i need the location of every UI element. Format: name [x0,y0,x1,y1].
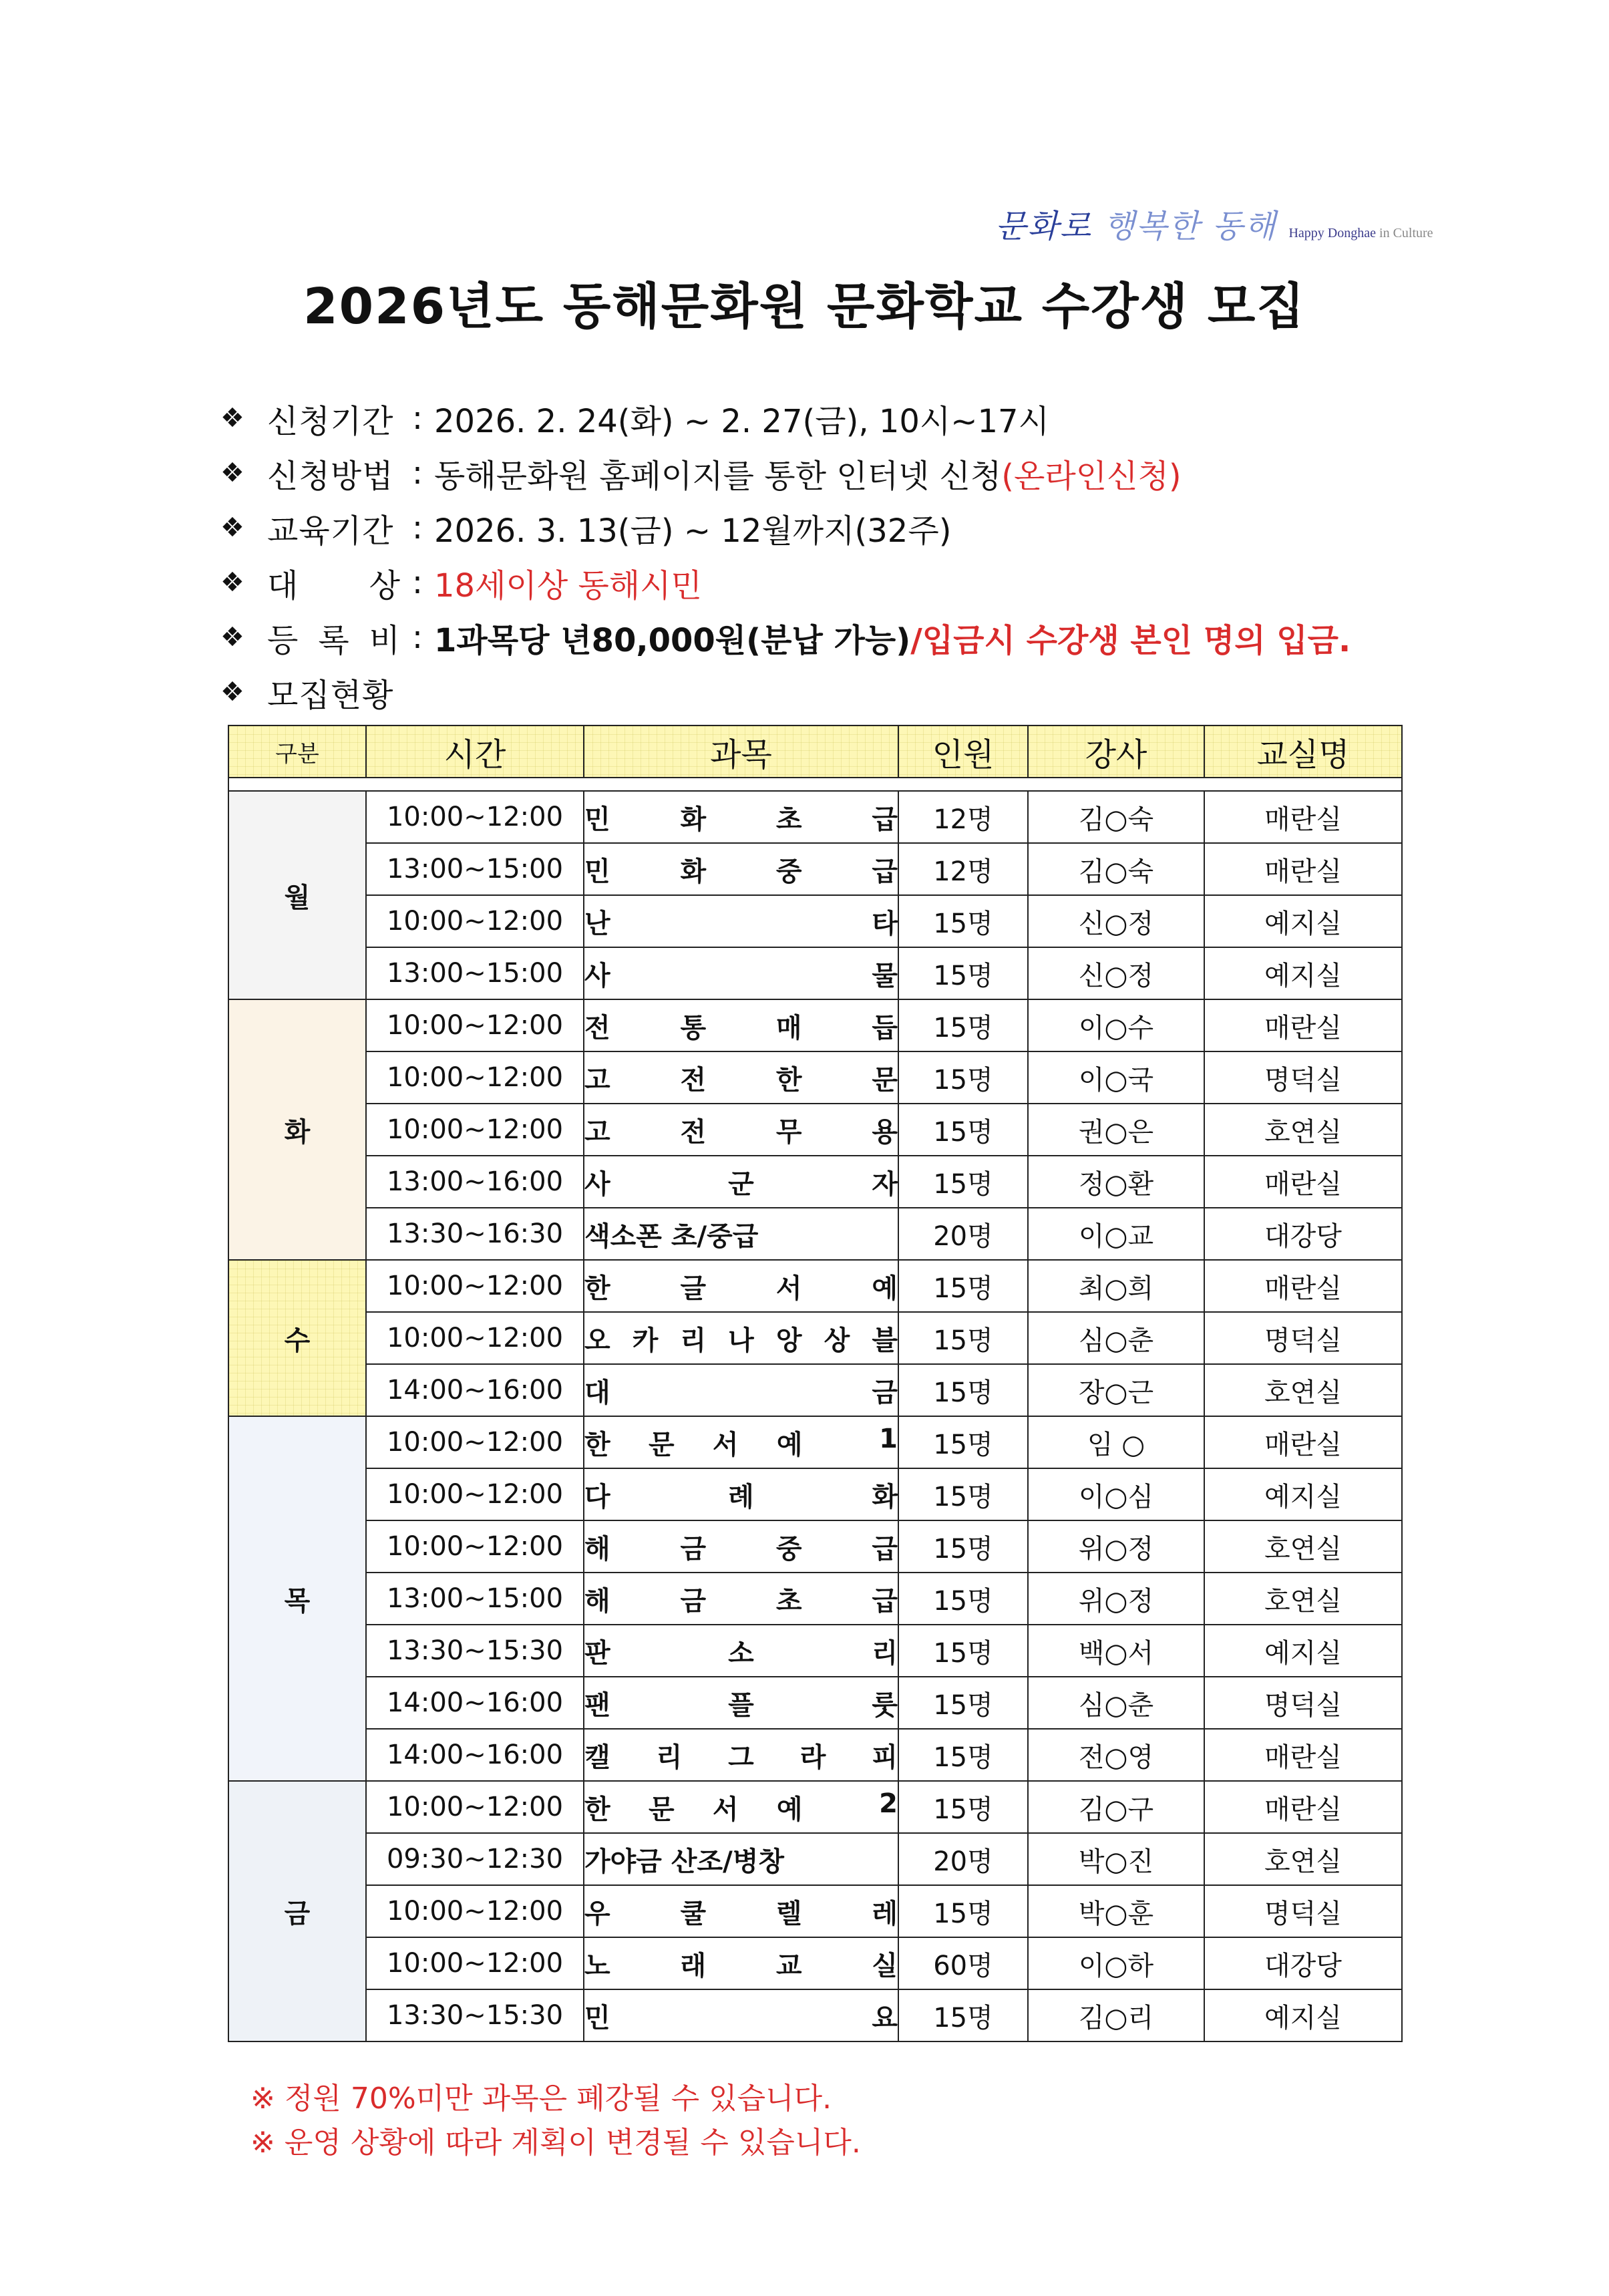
subject-cell: 민 요 [584,1989,898,2041]
table-row [228,999,1402,1051]
header-count: 인원 [898,725,1028,778]
note-item: ※ 운영 상황에 따라 계획이 변경될 수 있습니다. [250,2126,861,2160]
teacher-cell: 이○수 [1028,999,1204,1051]
info-value: 2026. 2. 24(화) ~ 2. 27(금), 10시~17시 [434,402,1049,440]
room-cell: 예지실 [1204,1625,1402,1677]
time-cell: 14:00~16:00 [366,1364,584,1416]
info-method: ❖ 신청방법 : 동해문화원 홈페이지를 통한 인터넷 신청 (온라인신청) [220,446,1489,500]
notes [250,2074,861,2162]
teacher-cell: 이○교 [1028,1208,1204,1260]
count-cell: 15명 [898,1573,1028,1625]
info-period: ❖ 신청기간 : 2026. 2. 24(화) ~ 2. 27(금), 10시~17시 [220,391,1489,446]
subject-cell: 민 화 중 급 [584,843,898,895]
count-cell: 15명 [898,1677,1028,1729]
table-row [228,1051,1402,1104]
time-cell: 10:00~12:00 [366,1312,584,1364]
teacher-cell: 김○구 [1028,1781,1204,1833]
time-cell: 09:30~12:30 [366,1833,584,1885]
teacher-cell: 정○환 [1028,1156,1204,1208]
time-cell: 10:00~12:00 [366,1937,584,1989]
count-cell: 15명 [898,999,1028,1051]
time-cell: 13:00~15:00 [366,1573,584,1625]
logo-english: Happy Donghae in Culture [1288,226,1433,240]
room-cell: 예지실 [1204,895,1402,947]
count-cell: 15명 [898,1468,1028,1520]
table-row [228,1416,1402,1468]
count-cell: 15명 [898,1156,1028,1208]
table-row [228,1364,1402,1416]
subject-cell: 난 타 [584,895,898,947]
count-cell: 15명 [898,1520,1028,1573]
time-cell: 10:00~12:00 [366,1781,584,1833]
table-row [228,947,1402,999]
info-value: 동해문화원 홈페이지를 통한 인터넷 신청 [434,457,1002,495]
table-row [228,1937,1402,1989]
note-item: ※ 정원 70%미만 과목은 폐강될 수 있습니다. [250,2082,832,2116]
count-cell: 15명 [898,1364,1028,1416]
count-cell: 20명 [898,1833,1028,1885]
count-cell: 15명 [898,1051,1028,1104]
teacher-cell: 박○훈 [1028,1885,1204,1937]
time-cell: 10:00~12:00 [366,1468,584,1520]
subject-cell: 해 금 초 급 [584,1573,898,1625]
subject-cell: 대 금 [584,1364,898,1416]
table-row [228,1208,1402,1260]
info-label: 신청방법 [267,457,394,495]
table-row [228,1677,1402,1729]
day-cell: 월 [228,791,366,999]
info-label: 모집현황 [267,676,394,714]
diamond-bullet-icon: ❖ [220,458,244,488]
room-cell: 매란실 [1204,1416,1402,1468]
count-cell: 15명 [898,895,1028,947]
info-label: 등 록 비 [267,621,401,659]
subject-cell: 고 전 무 용 [584,1104,898,1156]
time-cell: 13:00~15:00 [366,947,584,999]
time-cell: 14:00~16:00 [366,1729,584,1781]
time-cell: 10:00~12:00 [366,1051,584,1104]
diamond-bullet-icon: ❖ [220,677,244,707]
info-value-highlight: /입금시 수강생 본인 명의 입금. [910,621,1351,659]
subject-cell: 가야금 산조/병창 [584,1833,898,1885]
subject-cell: 우 쿨 렐 레 [584,1885,898,1937]
teacher-cell: 전○영 [1028,1729,1204,1781]
teacher-cell: 위○정 [1028,1573,1204,1625]
info-label: 교육기간 [267,512,394,550]
subject-cell: 노 래 교 실 [584,1937,898,1989]
info-value-highlight: (온라인신청) [1001,457,1182,495]
count-cell: 15명 [898,947,1028,999]
table-row [228,1312,1402,1364]
room-cell: 대강당 [1204,1937,1402,1989]
room-cell: 호연실 [1204,1104,1402,1156]
table-row [228,1729,1402,1781]
room-cell: 매란실 [1204,1729,1402,1781]
teacher-cell: 심○춘 [1028,1677,1204,1729]
logo-korean: 문화로 행복한 동해 [995,208,1277,245]
day-cell: 금 [228,1781,366,2041]
table-row [228,791,1402,843]
table-row [228,1885,1402,1937]
teacher-cell: 이○심 [1028,1468,1204,1520]
table-row [228,1156,1402,1208]
count-cell: 20명 [898,1208,1028,1260]
room-cell: 호연실 [1204,1573,1402,1625]
info-value: 1과목당 년80,000원(분납 가능) [434,621,911,659]
count-cell: 12명 [898,843,1028,895]
count-cell: 15명 [898,1989,1028,2041]
time-cell: 10:00~12:00 [366,895,584,947]
subject-cell: 사 군 자 [584,1156,898,1208]
info-label: 신청기간 [267,402,394,440]
subject-cell: 민 화 초 급 [584,791,898,843]
subject-cell: 팬 플 룻 [584,1677,898,1729]
table-row [228,1833,1402,1885]
teacher-cell: 김○리 [1028,1989,1204,2041]
subject-cell: 색소폰 초/중급 [584,1208,898,1260]
header-teacher: 강사 [1028,725,1204,778]
teacher-cell: 임 ○ [1028,1416,1204,1468]
culture-logo [995,200,1433,247]
room-cell: 매란실 [1204,1781,1402,1833]
count-cell: 15명 [898,1104,1028,1156]
room-cell: 예지실 [1204,947,1402,999]
table-row [228,1989,1402,2041]
room-cell: 명덕실 [1204,1051,1402,1104]
diamond-bullet-icon: ❖ [220,403,244,434]
time-cell: 13:30~15:30 [366,1989,584,2041]
time-cell: 10:00~12:00 [366,1260,584,1312]
teacher-cell: 심○춘 [1028,1312,1204,1364]
count-cell: 60명 [898,1937,1028,1989]
count-cell: 12명 [898,791,1028,843]
info-value: 2026. 3. 13(금) ~ 12월까지(32주) [434,512,952,550]
room-cell: 매란실 [1204,999,1402,1051]
room-cell: 명덕실 [1204,1677,1402,1729]
teacher-cell: 김○숙 [1028,791,1204,843]
teacher-cell: 최○희 [1028,1260,1204,1312]
time-cell: 13:30~16:30 [366,1208,584,1260]
room-cell: 매란실 [1204,1156,1402,1208]
day-cell: 목 [228,1416,366,1781]
page-title: 2026년도 동해문화원 문화학교 수강생 모집 [303,278,1306,335]
diamond-bullet-icon: ❖ [220,622,244,653]
table-row [228,1468,1402,1520]
count-cell: 15명 [898,1312,1028,1364]
schedule-table [228,725,1403,2042]
diamond-bullet-icon: ❖ [220,567,244,598]
room-cell: 예지실 [1204,1989,1402,2041]
room-cell: 호연실 [1204,1364,1402,1416]
time-cell: 10:00~12:00 [366,1885,584,1937]
room-cell: 대강당 [1204,1208,1402,1260]
header-subject: 과목 [584,725,898,778]
count-cell: 15명 [898,1416,1028,1468]
teacher-cell: 신○정 [1028,895,1204,947]
table-row [228,1104,1402,1156]
info-label: 대 상 [267,566,401,605]
header-room: 교실명 [1204,725,1402,778]
time-cell: 10:00~12:00 [366,999,584,1051]
teacher-cell: 장○근 [1028,1364,1204,1416]
time-cell: 13:00~16:00 [366,1156,584,1208]
info-fee: ❖ 등 록 비 : 1과목당 년80,000원(분납 가능) /입금시 수강생 본인 명의 입금. [220,610,1489,665]
time-cell: 10:00~12:00 [366,791,584,843]
table-row [228,895,1402,947]
subject-cell: 오 카 리 나 앙 상 블 [584,1312,898,1364]
teacher-cell: 이○하 [1028,1937,1204,1989]
room-cell: 호연실 [1204,1833,1402,1885]
time-cell: 10:00~12:00 [366,1416,584,1468]
subject-cell: 다 례 화 [584,1468,898,1520]
subject-cell: 해 금 중 급 [584,1520,898,1573]
count-cell: 15명 [898,1625,1028,1677]
header-time: 시간 [366,725,584,778]
day-cell: 수 [228,1260,366,1416]
subject-cell: 한 문 서 예 1 [584,1416,898,1468]
subject-cell: 고 전 한 문 [584,1051,898,1104]
schedule-body [228,791,1402,2041]
room-cell: 예지실 [1204,1468,1402,1520]
teacher-cell: 백○서 [1028,1625,1204,1677]
count-cell: 15명 [898,1260,1028,1312]
room-cell: 명덕실 [1204,1312,1402,1364]
time-cell: 10:00~12:00 [366,1104,584,1156]
day-cell: 화 [228,999,366,1260]
teacher-cell: 위○정 [1028,1520,1204,1573]
teacher-cell: 권○은 [1028,1104,1204,1156]
subject-cell: 사 물 [584,947,898,999]
subject-cell: 한 글 서 예 [584,1260,898,1312]
table-header-row [228,725,1402,778]
count-cell: 15명 [898,1885,1028,1937]
header-category: 구분 [228,725,366,778]
teacher-cell: 박○진 [1028,1833,1204,1885]
table-row [228,843,1402,895]
subject-cell: 캘 리 그 라 피 [584,1729,898,1781]
room-cell: 매란실 [1204,843,1402,895]
info-value-highlight: 18세이상 동해시민 [434,566,702,605]
time-cell: 13:30~15:30 [366,1625,584,1677]
info-education-period: ❖ 교육기간 : 2026. 3. 13(금) ~ 12월까지(32주) [220,500,1489,555]
info-target: ❖ 대 상 : 18세이상 동해시민 [220,555,1489,610]
room-cell: 매란실 [1204,791,1402,843]
subject-cell: 한 문 서 예 2 [584,1781,898,1833]
info-status [220,665,1489,719]
room-cell: 호연실 [1204,1520,1402,1573]
count-cell: 15명 [898,1729,1028,1781]
time-cell: 14:00~16:00 [366,1677,584,1729]
table-row [228,1520,1402,1573]
teacher-cell: 김○숙 [1028,843,1204,895]
table-row [228,1781,1402,1833]
teacher-cell: 신○정 [1028,947,1204,999]
subject-cell: 전 통 매 듭 [584,999,898,1051]
subject-cell: 판 소 리 [584,1625,898,1677]
teacher-cell: 이○국 [1028,1051,1204,1104]
diamond-bullet-icon: ❖ [220,512,244,543]
info-list [220,391,1489,719]
time-cell: 13:00~15:00 [366,843,584,895]
count-cell: 15명 [898,1781,1028,1833]
table-row [228,1573,1402,1625]
room-cell: 매란실 [1204,1260,1402,1312]
room-cell: 명덕실 [1204,1885,1402,1937]
time-cell: 10:00~12:00 [366,1520,584,1573]
table-row [228,1625,1402,1677]
table-row [228,1260,1402,1312]
